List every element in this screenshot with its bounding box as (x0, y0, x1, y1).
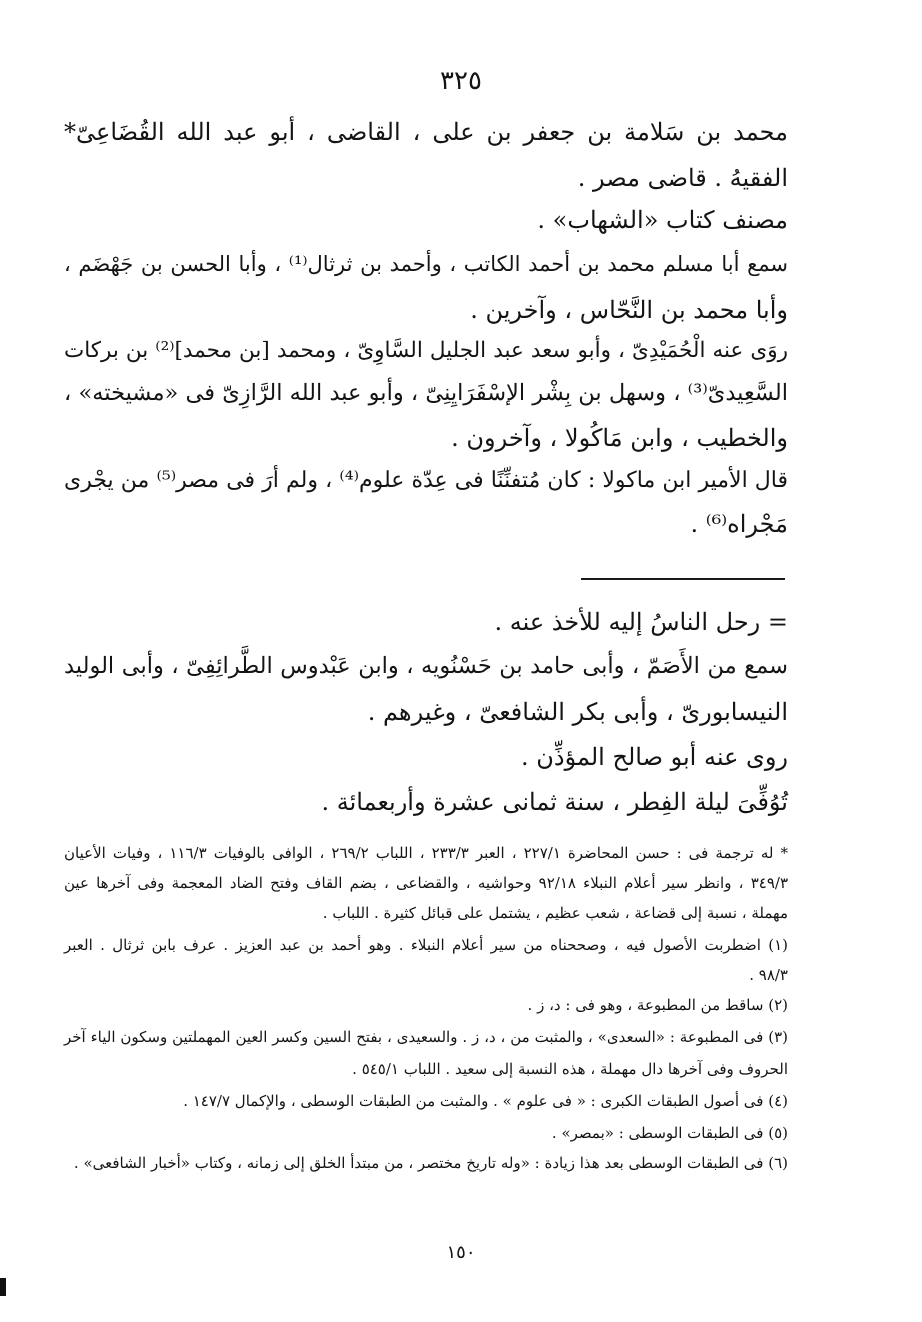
main-line-7: السَّعِيدىّ⁽³⁾ ، وسهل بن بِشْر الإسْفَرَايِنِىّ ، وأبو عبد الله الرَّازِىّ فى «مشيخته» ، (64, 380, 788, 406)
main-line-6: روَى عنه الْحُمَيْدِىّ ، وأبو سعد عبد الجليل السَّاوِىّ ، ومحمد [بن محمد]⁽²⁾ بن بركات (64, 338, 788, 363)
footnote-line-5: ٩٨/٣ . (749, 966, 788, 984)
page-number-top: ٣٢٥ (440, 66, 482, 96)
main-line-1: محمد بن سَلامة بن جعفر بن على ، القاضى ، أبو عبد الله القُضَاعِىّ* (64, 118, 788, 146)
main-line-9: قال الأمير ابن ماكولا : كان مُتفنِّنًا فى عِدّة علوم⁽⁴⁾ ، ولم أرَ فى مصر⁽⁵⁾ من يجْرى (64, 468, 789, 493)
footnote-line-6: (٢) ساقط من المطبوعة ، وهو فى : د، ز . (527, 996, 788, 1014)
footnote-line-1: * له ترجمة فى : حسن المحاضرة ٢٢٧/١ ، العبر ٢٣٣/٣ ، اللباب ٢٦٩/٢ ، الوافى بالوفيات ١١٦/٣ ، وفيات الأعيان (64, 844, 788, 862)
footnote-line-11: (٦) فى الطبقات الوسطى بعد هذا زيادة : «وله تاريخ مختصر ، من مبتدأ الخلق إلى زمانه ، وكتاب «أخبار الشافعى» . (73, 1154, 788, 1172)
footnote-line-7: (٣) فى المطبوعة : «السعدى» ، والمثبت من ، د، ز . والسعيدى ، بفتح السين وكسر العين المهملتين وسكون الياء آخر (64, 1028, 788, 1046)
main-line-4: سمع أبا مسلم محمد بن أحمد الكاتب ، وأحمد بن ثرثال⁽¹⁾ ، وأبا الحسن بن جَهْضَم ، (64, 252, 788, 276)
footnote-line-2: ٣٤٩/٣ ، وانظر سير أعلام النبلاء ٩٢/١٨ وحواشيه ، والقضاعى ، بضم القاف وفتح الضاد المعجمة وفى آخرها عين (64, 874, 789, 892)
main-line-8: والخطيب ، وابن مَاكُولا ، وآخرون . (451, 424, 788, 452)
footnote-line-3: مهملة ، نسبة إلى قضاعة ، شعب عظيم ، يشتمل على قبائل كثيرة . اللباب . (322, 904, 788, 922)
continuation-line-3: النيسابورىّ ، وأبى بكر الشافعىّ ، وغيرهم . (367, 698, 788, 726)
page-number-bottom: ١٥٠ (446, 1242, 476, 1263)
main-line-2: الفقيهُ . قاضى مصر . (577, 164, 788, 192)
continuation-line-2: سمع من الأَصَمّ ، وأبى حامد بن حَسْنُويه ، وابن عَبْدوس الطَّرائِفِىّ ، وأبى الوليد (64, 653, 788, 679)
scan-edge-mark (0, 1278, 6, 1296)
continuation-line-5: تُوُفِّىَ ليلة الفِطر ، سنة ثمانى عشرة وأربعمائة . (321, 788, 788, 816)
main-line-10: مَجْراه⁽⁶⁾ . (690, 510, 788, 538)
main-line-5: وأبا محمد بن النَّحّاس ، وآخرين . (470, 296, 788, 324)
footnote-divider (581, 578, 785, 580)
continuation-line-4: روى عنه أبو صالح المؤذِّن . (521, 743, 788, 771)
main-line-3: مصنف كتاب «الشهاب» . (537, 206, 788, 234)
continuation-line-1: = رحل الناسُ إليه للأخذ عنه . (494, 608, 788, 636)
footnote-line-10: (٥) فى الطبقات الوسطى : «بمصر» . (551, 1124, 788, 1142)
footnote-line-4: (١) اضطربت الأصول فيه ، وصححناه من سير أعلام النبلاء . وهو أحمد بن عبد العزيز . عرف بابن ثرثال . العبر (64, 936, 788, 954)
footnote-line-9: (٤) فى أصول الطبقات الكبرى : « فى علوم » . والمثبت من الطبقات الوسطى ، والإكمال ١٤٧/٧ . (183, 1092, 788, 1110)
footnote-line-8: الحروف وفى آخرها دال مهملة ، هذه النسبة إلى سعيد . اللباب ٥٤٥/١ . (352, 1060, 788, 1078)
